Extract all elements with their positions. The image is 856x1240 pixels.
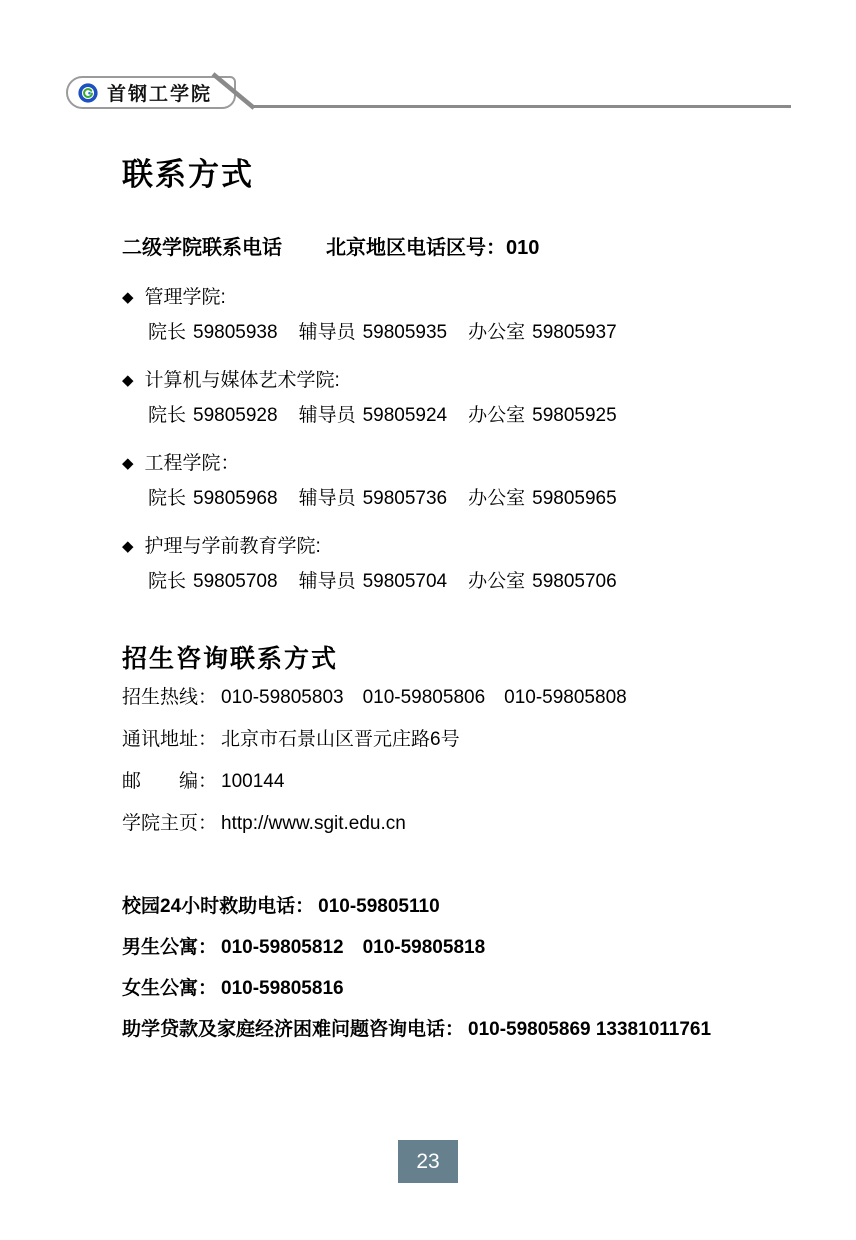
- diamond-bullet-icon: ◆: [122, 455, 134, 473]
- diamond-bullet-icon: ◆: [122, 289, 134, 307]
- page-title: 联系方式: [122, 157, 254, 192]
- homepage-url: http://www.sgit.edu.cn: [221, 813, 406, 835]
- college-item-management: [122, 286, 796, 345]
- role-label: 辅导员: [298, 322, 356, 344]
- school-brand-pill: [66, 76, 236, 109]
- role-label: 办公室: [468, 488, 526, 510]
- college-name: 护理与学前教育学院:: [144, 536, 321, 558]
- admissions-contact-section: [122, 644, 796, 836]
- role-label: 办公室: [468, 322, 526, 344]
- campus-rescue-number: 010-59805110: [318, 896, 440, 918]
- role-label: 院长: [148, 488, 187, 510]
- phone-number: 59805965: [532, 488, 617, 510]
- role-label: 院长: [148, 571, 187, 593]
- college-name: 计算机与媒体艺术学院:: [144, 370, 340, 392]
- male-dorm-line: [122, 936, 796, 960]
- college-item-nursing-preschool: [122, 535, 796, 594]
- page-header: [0, 0, 856, 130]
- college-phone-row: [148, 487, 796, 511]
- phone-number: 59805938: [193, 322, 278, 344]
- college-contact-list: [122, 286, 796, 594]
- phone-number: 59805937: [532, 322, 617, 344]
- role-label: 辅导员: [298, 488, 356, 510]
- header-rule-decoration: [0, 0, 856, 130]
- postal-code-label: 邮 编：: [122, 771, 218, 793]
- role-label: 办公室: [468, 571, 526, 593]
- phone-number: 59805736: [362, 488, 448, 510]
- phone-number: 59805706: [532, 571, 617, 593]
- role-label: 院长: [148, 322, 187, 344]
- role-label: 办公室: [468, 405, 526, 427]
- homepage-row: [122, 812, 796, 836]
- student-loan-numbers: 010-59805869 13381011761: [468, 1019, 712, 1041]
- address-label: 通讯地址：: [122, 729, 218, 751]
- female-dorm-number: 010-59805816: [221, 978, 344, 1000]
- campus-rescue-line: [122, 895, 796, 919]
- school-name: 首钢工学院: [107, 84, 213, 105]
- college-phone-row: [148, 570, 796, 594]
- phone-number: 59805928: [193, 405, 278, 427]
- college-phone-row: [148, 404, 796, 428]
- mailing-address-row: [122, 728, 796, 752]
- hotline-numbers: 010-59805803 010-59805806 010-59805808: [221, 687, 627, 709]
- student-loan-label: 助学贷款及家庭经济困难问题咨询电话：: [122, 1019, 465, 1041]
- phone-number: 59805968: [193, 488, 278, 510]
- postal-code-value: 100144: [221, 771, 285, 793]
- admissions-heading: 招生咨询联系方式: [122, 645, 339, 674]
- school-logo-icon: [77, 82, 99, 104]
- male-dorm-numbers: 010-59805812 010-59805818: [221, 937, 486, 959]
- phone-number: 59805924: [362, 405, 448, 427]
- page-number: 23: [416, 1149, 440, 1173]
- campus-rescue-label: 校园24小时救助电话：: [122, 896, 315, 918]
- college-name: 工程学院：: [144, 453, 240, 475]
- role-label: 院长: [148, 405, 187, 427]
- phone-number: 59805935: [362, 322, 448, 344]
- page-content: [0, 156, 856, 1042]
- homepage-label: 学院主页：: [122, 813, 218, 835]
- page-number-badge: [398, 1140, 458, 1183]
- student-loan-line: [122, 1018, 796, 1042]
- male-dorm-label: 男生公寓：: [122, 937, 218, 959]
- female-dorm-label: 女生公寓：: [122, 978, 218, 1000]
- address-value: 北京市石景山区晋元庄路6号: [221, 729, 460, 751]
- role-label: 辅导员: [298, 405, 356, 427]
- college-phones-subtitle: [122, 231, 796, 260]
- hotline-row: [122, 686, 796, 710]
- diamond-bullet-icon: ◆: [122, 372, 134, 390]
- postal-code-row: [122, 770, 796, 794]
- phone-number: 59805708: [193, 571, 278, 593]
- college-item-computer-media-arts: [122, 369, 796, 428]
- college-item-engineering: [122, 452, 796, 511]
- subtitle-left-label: 二级学院联系电话: [122, 237, 282, 260]
- phone-number: 59805925: [532, 405, 617, 427]
- college-name: 管理学院:: [144, 287, 226, 309]
- female-dorm-line: [122, 977, 796, 1001]
- role-label: 辅导员: [298, 571, 356, 593]
- college-phone-row: [148, 321, 796, 345]
- diamond-bullet-icon: ◆: [122, 538, 134, 556]
- emergency-contact-section: [122, 895, 796, 1042]
- area-code-label: 北京地区电话区号：010: [326, 237, 540, 260]
- hotline-label: 招生热线：: [122, 687, 218, 709]
- phone-number: 59805704: [362, 571, 448, 593]
